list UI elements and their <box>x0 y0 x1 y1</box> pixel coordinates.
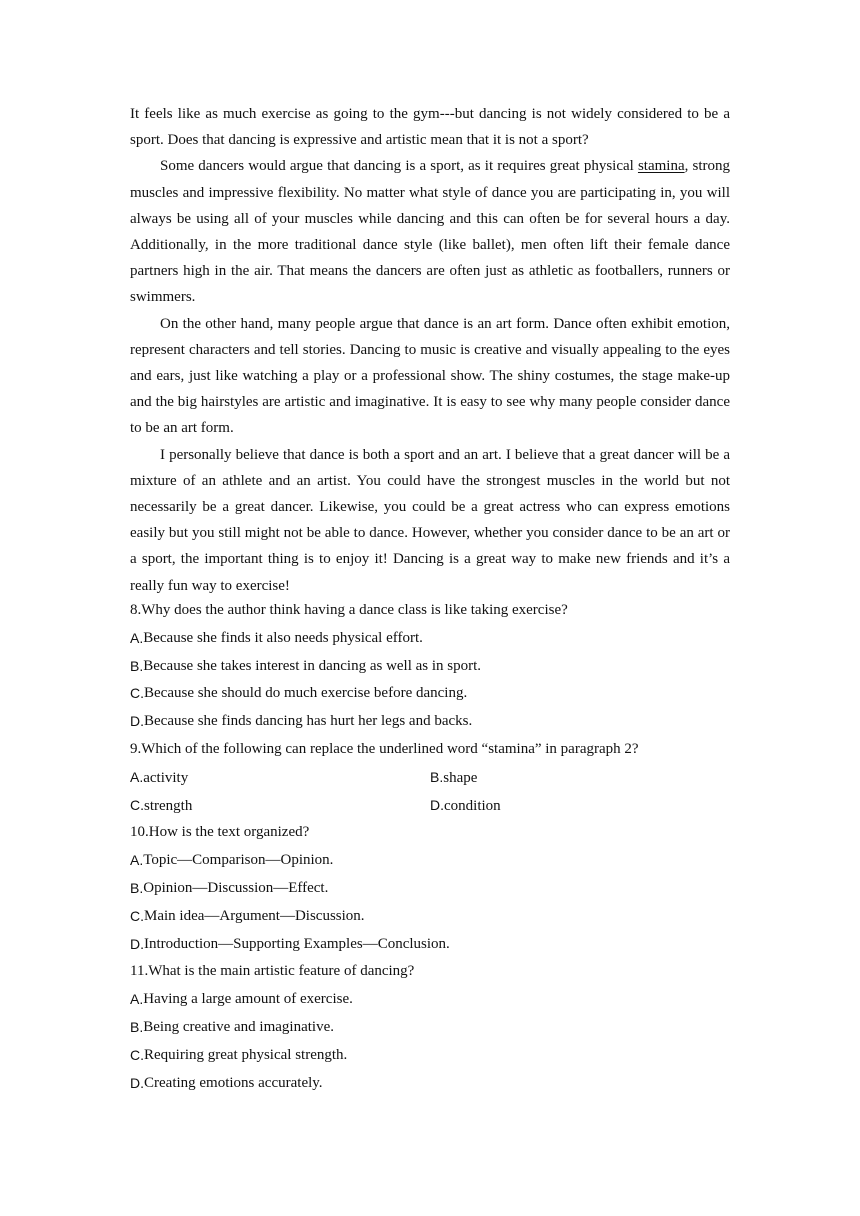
question-9-options-row-1 <box>130 764 730 792</box>
question-10-option-c <box>130 903 730 931</box>
question-11-stem <box>130 958 730 986</box>
question-9-option-d <box>430 792 730 820</box>
option-text: condition <box>444 797 501 814</box>
option-text: Because she should do much exercise before dancing. <box>144 685 468 702</box>
option-letter: A. <box>130 629 144 646</box>
option-letter: A. <box>130 991 144 1008</box>
question-11-option-b <box>130 1014 730 1042</box>
option-text: Because she takes interest in dancing as well as in sport. <box>143 657 482 674</box>
reading-passage <box>130 101 730 599</box>
option-text: strength <box>144 797 193 814</box>
option-letter: A. <box>130 768 144 785</box>
question-9-option-b <box>430 764 730 792</box>
option-text: Because she finds it also needs physical effort. <box>143 629 423 646</box>
passage-paragraph-1: It feels like as much exercise as going to the gym---but dancing is not widely considered to be a sport. Does that dancing is expressive and artistic mean that it is not a sport? <box>130 106 730 149</box>
question-10-option-a <box>130 847 730 875</box>
question-9-stem <box>130 736 730 764</box>
question-stem-text: 8.Why does the author think having a dance class is like taking exercise? <box>130 602 568 618</box>
option-text: Topic—Comparison—Opinion. <box>143 852 334 869</box>
passage-paragraph-3: On the other hand, many people argue that dance is an art form. Dance often exhibit emotion, represent characters and tell stories. Dancing to music is creative and visually appealing to the eyes and ears, just like watching a play or a professional show. The shiny costumes, the stage make-up and the big hairstyles are artistic and imaginative. It is easy to see why many people consider dance to be an art form. <box>130 315 730 437</box>
question-8-option-a <box>130 625 730 653</box>
paragraph-2-text-end: , strong muscles and impressive flexibility. No matter what style of dance you are participating in, you will always be using all of your muscles while dancing and this can often be for several hours a day. Additionally, in the more traditional dance style (like ballet), men often lift their female dance partners high in the air. That means the dancers are often just as athletic as footballers, runners or swimmers. <box>130 158 730 306</box>
option-letter: B. <box>430 768 444 785</box>
question-stem-text: 9.Which of the following can replace the underlined word “stamina” in paragraph 2? <box>130 740 639 757</box>
underlined-word-stamina: stamina <box>637 158 685 175</box>
question-8-option-c <box>130 680 730 708</box>
option-letter: C. <box>130 907 144 924</box>
question-11-option-c <box>130 1042 730 1070</box>
paragraph-2-text-start: Some dancers would argue that dancing is a sport, as it requires great physical <box>160 158 638 175</box>
question-11-option-a <box>130 986 730 1014</box>
question-8-option-b <box>130 653 730 681</box>
option-text: Because she finds dancing has hurt her legs and backs. <box>144 713 473 730</box>
option-text: Main idea—Argument—Discussion. <box>144 907 365 924</box>
option-text: activity <box>143 769 189 786</box>
question-10-stem <box>130 819 730 847</box>
question-stem-text: 10.How is the text organized? <box>130 824 310 841</box>
question-10-option-d <box>130 931 730 959</box>
passage-paragraph-2 <box>130 153 730 310</box>
option-letter: D. <box>130 935 144 952</box>
option-text: Requiring great physical strength. <box>144 1046 348 1063</box>
option-letter: D. <box>430 796 444 813</box>
question-stem-text: 11.What is the main artistic feature of dancing? <box>130 963 415 980</box>
question-9-option-c <box>130 792 430 820</box>
question-8-option-d <box>130 708 730 736</box>
question-8-stem <box>130 597 730 625</box>
passage-paragraph-4: I personally believe that dance is both a sport and an art. I believe that a great dancer will be a mixture of an athlete and an artist. You could have the strongest muscles in the world but not necessarily be a great dancer. Likewise, you could be a great actress who can express emotions easily but you still might not be able to dance. However, whether you consider dance to be an art or a sport, the important thing is to enjoy it! Dancing is a great way to make new friends and it’s a really fun way to exercise! <box>130 446 730 594</box>
option-letter: D. <box>130 1074 144 1091</box>
question-10-option-b <box>130 875 730 903</box>
question-9-option-a <box>130 764 430 792</box>
option-text: shape <box>443 769 478 786</box>
option-text: Introduction—Supporting Examples—Conclusion. <box>144 935 450 952</box>
question-9-options-row-2 <box>130 792 730 820</box>
option-letter: B. <box>130 657 144 674</box>
question-11-option-d <box>130 1070 730 1098</box>
option-text: Being creative and imaginative. <box>143 1018 334 1035</box>
option-text: Having a large amount of exercise. <box>143 991 353 1008</box>
option-letter: A. <box>130 852 144 869</box>
option-text: Creating emotions accurately. <box>144 1074 323 1091</box>
option-text: Opinion—Discussion—Effect. <box>143 879 329 896</box>
question-list <box>130 597 730 1097</box>
option-letter: C. <box>130 1046 144 1063</box>
option-letter: D. <box>130 713 144 730</box>
option-letter: C. <box>130 796 144 813</box>
option-letter: B. <box>130 879 144 896</box>
option-letter: C. <box>130 685 144 702</box>
option-letter: B. <box>130 1018 144 1035</box>
